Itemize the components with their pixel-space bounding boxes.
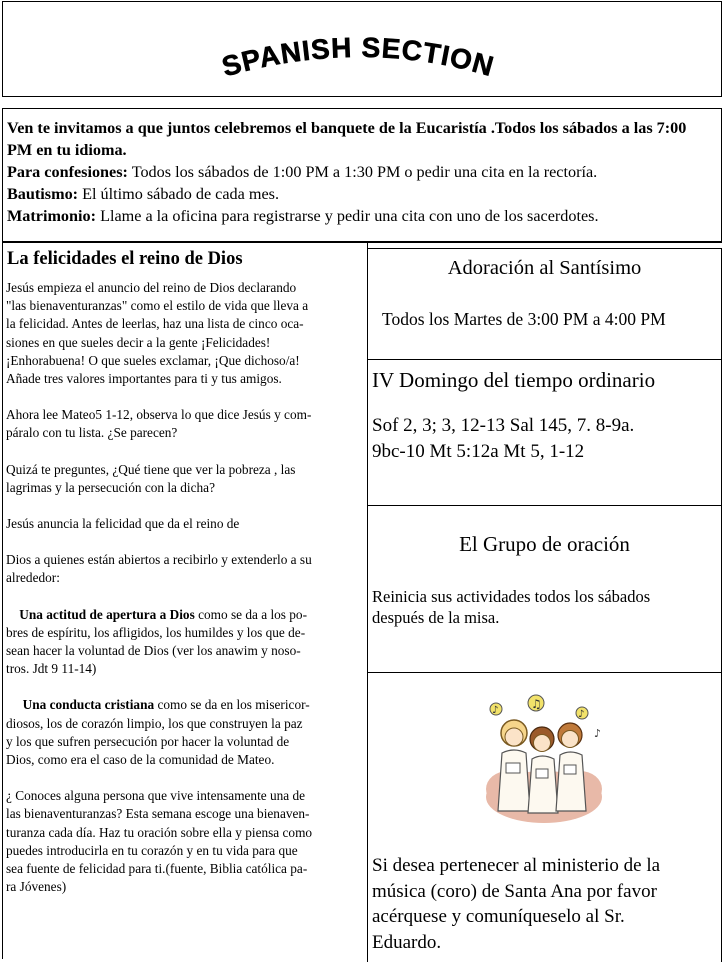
svg-text:SPANISH SECTION — [219, 32, 498, 83]
article-line: Quizá te preguntes, ¿Qué tiene que ver la pobreza , las — [6, 461, 296, 477]
article-line: "las bienaventuranzas" como el estilo de vida que lleva a — [6, 298, 309, 314]
article-emphasis: Una actitud de apertura a Dios — [19, 606, 195, 622]
article-line: bres de espíritu, los afligidos, los humildes y los que de- — [6, 624, 306, 640]
article-title: La felicidades el reino de Dios — [7, 249, 243, 269]
article-line: ¡Enhorabuena! O que sueles exclamar, ¡Que dichoso/a! — [6, 352, 300, 368]
svg-text:♫: ♫ — [531, 697, 542, 711]
marriage-label: Matrimonio: — [7, 207, 97, 225]
article-line: Jesús empieza el anuncio del reino de Dios declarando — [6, 280, 297, 295]
confessions-line — [7, 161, 713, 183]
article-line: y los que sufren persecución por hacer la voluntad de — [6, 733, 290, 749]
article-line: la felicidad. Antes de leerlas, haz una lista de cinco oca- — [6, 316, 304, 332]
baptism-text: El último sábado de cada mes. — [78, 185, 279, 203]
adoration-box — [367, 248, 722, 360]
article-line: Dios, como era el caso de la comunidad de Mateo. — [6, 752, 275, 768]
marriage-text: Llame a la oficina para registrarse y pedir una cita con uno de los sacerdotes. — [96, 207, 599, 225]
page-title — [3, 24, 721, 84]
article-body — [6, 279, 362, 896]
prayer-group-line: Reinicia sus actividades todos los sábados — [372, 587, 651, 606]
choir-line: Si desea pertenecer al ministerio de la — [372, 855, 661, 876]
article-line: siones en que sueles decir a la gente ¡Felicidades! — [6, 334, 271, 350]
adoration-text: Todos los Martes de 3:00 PM a 4:00 PM — [382, 309, 666, 329]
svg-text:♪: ♪ — [594, 727, 602, 740]
choir-line: música (coro) de Santa Ana por favor — [372, 880, 657, 902]
article-text: como se da en los misericor- — [154, 697, 310, 713]
article-line: tros. Jdt 9 11-14) — [6, 661, 97, 677]
section-header — [2, 1, 722, 97]
confessions-label: Para confesiones: — [7, 163, 128, 181]
article-line: alrededor: — [6, 570, 60, 586]
sunday-readings-box — [367, 359, 722, 506]
article-line: Dios a quienes están abiertos a recibirlo y extenderlo a su — [6, 552, 312, 568]
marriage-line — [7, 205, 713, 227]
choir-line: acérquese y comuníqueselo al Sr. — [372, 906, 625, 927]
article-line: páralo con tu lista. ¿Se parecen? — [6, 425, 178, 441]
prayer-group-line: después de la misa. — [372, 608, 500, 627]
article-line: ¿ Conoces alguna persona que vive intensamente una de — [6, 788, 306, 804]
article-line: puedes introducirla en tu corazón y en tu vida para que — [6, 842, 298, 858]
readings-line: Sof 2, 3; 3, 12-13 Sal 145, 7. 8-9a. — [372, 415, 635, 436]
prayer-group-box — [367, 505, 722, 673]
article-line — [6, 606, 362, 624]
article-line: diosos, los de corazón limpio, los que construyen la paz — [6, 715, 303, 731]
info-block — [2, 108, 722, 242]
choir-line: Eduardo. — [372, 931, 442, 953]
invitation-text: Ven te invitamos a que juntos celebremos el banquete de la Eucaristía .Todos los sábados a las 7:00 PM en tu idioma. — [7, 119, 687, 159]
readings-line: 9bc-10 Mt 5:12a Mt 5, 1-12 — [372, 441, 585, 462]
prayer-group-title: El Grupo de oración — [459, 532, 630, 556]
svg-text:♪: ♪ — [578, 709, 585, 720]
article-text: como se da a los po- — [194, 606, 308, 622]
sunday-title: IV Domingo del tiempo ordinario — [372, 368, 656, 392]
svg-text:♪: ♪ — [492, 705, 499, 716]
adoration-title: Adoración al Santísimo — [447, 257, 642, 279]
choir-singers-illustration — [478, 689, 610, 831]
article-line: sea fuente de felicidad para ti.(fuente, Biblia católica pa- — [6, 861, 308, 877]
article-column — [2, 243, 368, 959]
article-line: ra Jóvenes) — [6, 879, 67, 895]
article-line: sean hacer la voluntad de Dios (ver los anawim y noso- — [6, 643, 301, 659]
article-line: turanza cada día. Haz tu oración sobre ella y piensa como — [6, 824, 313, 840]
article-line: Jesús anuncia la felicidad que da el reino de — [6, 516, 240, 532]
baptism-line — [7, 183, 713, 205]
article-line: Añade tres valores importantes para ti y tus amigos. — [6, 371, 282, 387]
article-line: lagrimas y la persecución con la dicha? — [6, 479, 215, 495]
article-line: Ahora lee Mateo5 1-12, observa lo que dice Jesús y com- — [6, 407, 312, 423]
article-line — [6, 696, 362, 714]
title-text: SPANISH SECTION — [218, 31, 498, 83]
article-emphasis: Una conducta cristiana — [22, 697, 155, 713]
baptism-label: Bautismo: — [7, 185, 79, 203]
article-line: las bienaventuranzas? Esta semana escoge una bienaven- — [6, 806, 310, 822]
choir-box — [367, 672, 722, 962]
confessions-text: Todos los sábados de 1:00 PM a 1:30 PM o pedir una cita en la rectoría. — [127, 163, 598, 181]
